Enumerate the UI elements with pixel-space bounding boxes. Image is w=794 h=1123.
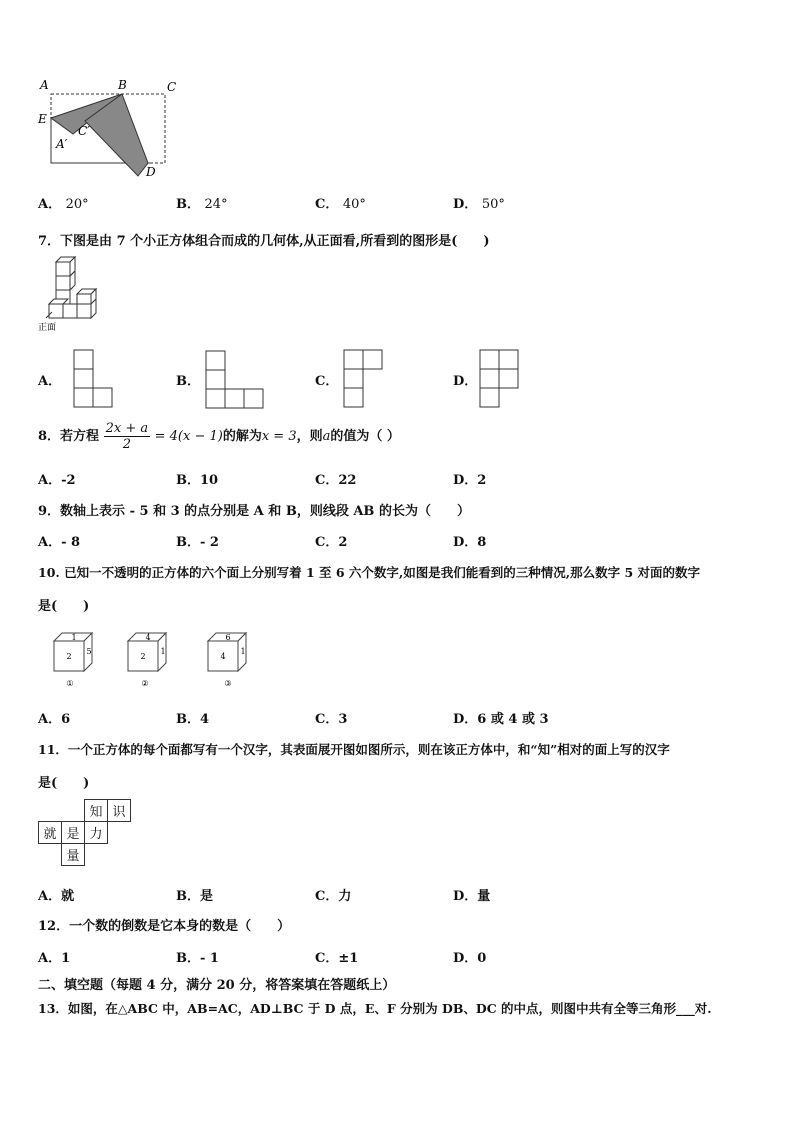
q12-option-b[interactable]: B．- 1 [176, 951, 219, 966]
section-2-heading: 二、填空题（每题 4 分，满分 20 分，将答案填在答题纸上） [38, 978, 396, 993]
q10-option-a[interactable]: A．6 [38, 712, 71, 727]
label-D: D [146, 165, 156, 179]
q8-option-d[interactable]: D．2 [453, 473, 487, 488]
cube3-front: 4 [220, 652, 226, 661]
q12-text: 12．一个数的倒数是它本身的数是（ ） [38, 919, 291, 934]
q6-figure [30, 76, 190, 182]
q11-option-c[interactable]: C．力 [315, 889, 352, 904]
q8-option-b[interactable]: B．10 [176, 473, 219, 488]
label-C: C [167, 80, 177, 94]
q9-option-d[interactable]: D．8 [453, 535, 487, 550]
q7-option-d-figure[interactable] [479, 349, 521, 409]
q11-text-line2: 是( ) [38, 776, 90, 791]
cube3-top: 6 [225, 633, 231, 642]
q7-option-c-figure[interactable] [343, 349, 385, 409]
q7-option-d-label[interactable]: D． [453, 374, 478, 389]
label-A: A [40, 78, 49, 92]
q7-option-a-figure[interactable] [73, 349, 115, 409]
cube3-caption: ③ [224, 679, 232, 688]
q8-text: 8．若方程 $\frac{2x + a}{2}$ = 4(x − 1)的解为x = 3，则a的值为（ ） [38, 421, 400, 452]
cube2-side: 1 [160, 647, 166, 656]
q8-option-c[interactable]: C．22 [315, 473, 357, 488]
q6-option-b[interactable]: B． 24° [176, 197, 228, 212]
q9-option-b[interactable]: B．- 2 [176, 535, 219, 550]
q7-option-b-label[interactable]: B． [176, 374, 200, 389]
q10-text-line1: 10. 已知一不透明的正方体的六个面上分别写着 1 至 6 六个数字,如图是我们能看到的三种情况,那么数字 5 对面的数字 [38, 565, 701, 580]
cube3-side: 1 [240, 647, 246, 656]
net-shi2: 是 [62, 822, 85, 844]
q7-option-c-label[interactable]: C． [315, 374, 339, 389]
q10-text-line2: 是( ) [38, 599, 90, 614]
q12-option-d[interactable]: D．0 [453, 951, 487, 966]
q7-solid-figure [36, 254, 106, 336]
q11-option-b[interactable]: B．是 [176, 889, 213, 904]
cube1-caption: ① [66, 679, 74, 688]
q7-option-a-label[interactable]: A． [38, 374, 62, 389]
q10-option-b[interactable]: B．4 [176, 712, 210, 727]
q8-fraction: $\frac{2x + a}{2}$ [105, 421, 149, 452]
front-label: 正面 [38, 323, 57, 333]
cube1-front: 2 [66, 652, 72, 661]
cube1-top: 1 [71, 633, 77, 642]
q6-option-d[interactable]: D． 50° [453, 197, 505, 212]
net-li: 力 [85, 822, 108, 844]
label-B: B [118, 78, 127, 92]
cube2-top: 4 [145, 633, 151, 642]
q9-option-c[interactable]: C．2 [315, 535, 348, 550]
cube2-front: 2 [140, 652, 146, 661]
q8-option-a[interactable]: A．-2 [38, 473, 76, 488]
q11-option-a[interactable]: A．就 [38, 889, 75, 904]
q6-option-a[interactable]: A． 20° [38, 197, 89, 212]
q12-option-c[interactable]: C．±1 [315, 951, 359, 966]
q7-text: 7．下图是由 7 个小正方体组合而成的几何体,从正面看,所看到的图形是( ) [38, 234, 490, 249]
q7-option-b-figure[interactable] [205, 350, 267, 410]
q6-option-c[interactable]: C． 40° [315, 197, 366, 212]
net-liang: 量 [62, 844, 85, 866]
q11-text-line1: 11．一个正方体的每个面都写有一个汉字，其表面展开图如图所示，则在该正方体中，和“知”相对的面上写的汉字 [38, 742, 670, 757]
net-zhi: 知 [85, 800, 108, 822]
q10-option-c[interactable]: C．3 [315, 712, 348, 727]
q11-option-d[interactable]: D．量 [453, 889, 491, 904]
q11-cube-net [38, 799, 131, 866]
q12-option-a[interactable]: A．1 [38, 951, 71, 966]
label-E: E [38, 112, 47, 126]
net-shi: 识 [108, 800, 131, 822]
net-jiu: 就 [39, 822, 62, 844]
q9-text: 9．数轴上表示 - 5 和 3 的点分别是 A 和 B，则线段 AB 的长为（ ） [38, 504, 470, 519]
q9-option-a[interactable]: A．- 8 [38, 535, 81, 550]
q13-text: 13．如图，在△ABC 中，AB=AC，AD⊥BC 于 D 点，E、F 分别为 DB、DC 的中点，则图中共有全等三角形___对. [38, 1001, 712, 1016]
cube2-caption: ② [141, 679, 149, 688]
cube1-side: 5 [86, 647, 92, 656]
q10-cubes-figure [50, 628, 270, 690]
label-C-prime: C′ [78, 124, 90, 138]
q10-option-d[interactable]: D．6 或 4 或 3 [453, 712, 549, 727]
label-A-prime: A′ [56, 137, 68, 151]
